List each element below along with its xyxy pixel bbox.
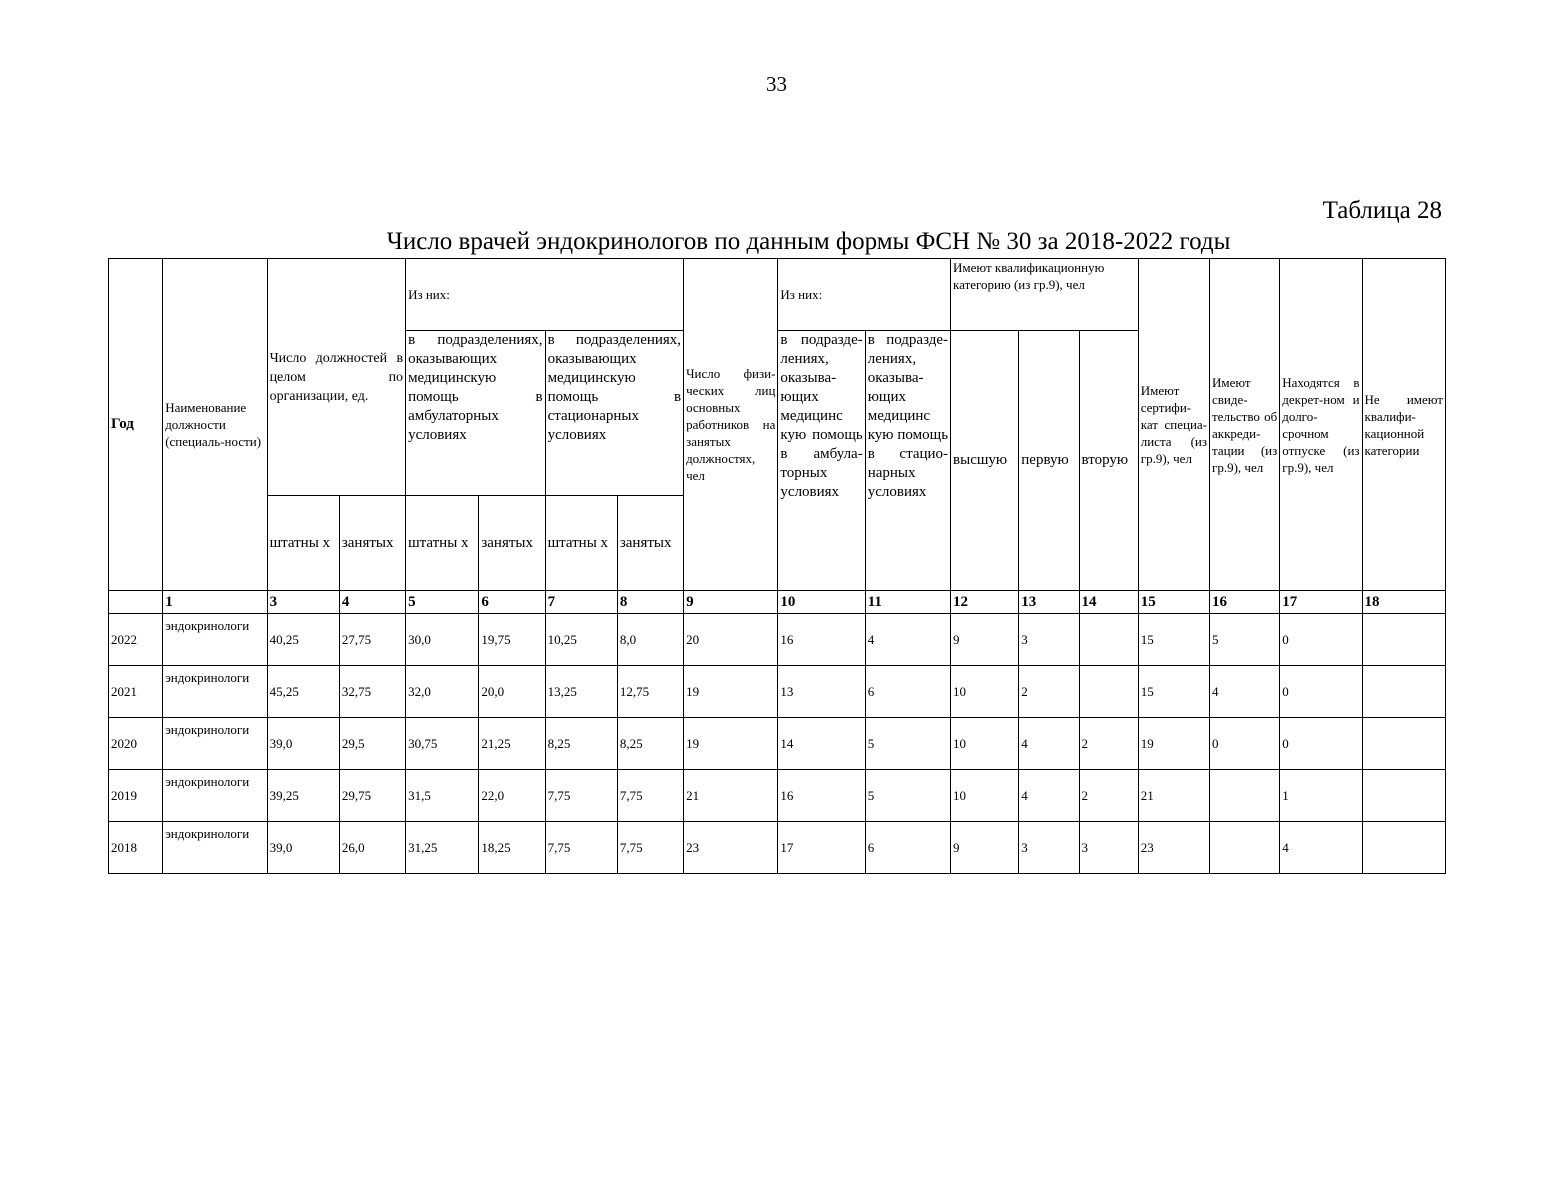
- cell-c8: 7,75: [617, 822, 683, 874]
- cell-c17: 0: [1280, 666, 1362, 718]
- table-title: Число врачей эндокринологов по данным формы ФСН № 30 за 2018-2022 годы: [386, 228, 1231, 255]
- column-number: 15: [1138, 591, 1209, 614]
- column-number: 5: [406, 591, 479, 614]
- cell-c17: 1: [1280, 770, 1362, 822]
- cell-c9: 19: [684, 666, 778, 718]
- cell-c11: 6: [865, 822, 950, 874]
- cell-position: эндокринологи: [163, 770, 267, 822]
- header-highest: высшую: [951, 331, 1019, 591]
- cell-c13: 4: [1019, 770, 1079, 822]
- cell-c8: 12,75: [617, 666, 683, 718]
- cell-c11: 5: [865, 718, 950, 770]
- cell-year: 2022: [109, 614, 163, 666]
- cell-c13: 3: [1019, 822, 1079, 874]
- cell-c6: 19,75: [479, 614, 545, 666]
- cell-year: 2018: [109, 822, 163, 874]
- column-number: 10: [778, 591, 865, 614]
- header-outpatient-units: в подразделениях, оказывающих медицинскую помощь в амбулаторных условиях: [406, 331, 546, 496]
- cell-c9: 23: [684, 822, 778, 874]
- cell-c8: 8,25: [617, 718, 683, 770]
- cell-c7: 10,25: [545, 614, 617, 666]
- cell-c3: 39,25: [267, 770, 339, 822]
- column-number: 17: [1280, 591, 1362, 614]
- cell-c3: 40,25: [267, 614, 339, 666]
- cell-c17: 4: [1280, 822, 1362, 874]
- cell-c6: 18,25: [479, 822, 545, 874]
- cell-c6: 20,0: [479, 666, 545, 718]
- column-number: 14: [1079, 591, 1138, 614]
- cell-c11: 4: [865, 614, 950, 666]
- cell-c5: 30,0: [406, 614, 479, 666]
- header-year: Год: [109, 259, 163, 591]
- cell-c10: 16: [778, 614, 865, 666]
- cell-c17: 0: [1280, 614, 1362, 666]
- cell-c11: 6: [865, 666, 950, 718]
- cell-c4: 29,75: [339, 770, 405, 822]
- header-outpatient-short: в подразде-лениях, оказыва-ющих медицинс кую помощь в амбула-торных условиях: [778, 331, 865, 591]
- cell-c16: [1210, 770, 1280, 822]
- cell-year: 2020: [109, 718, 163, 770]
- header-inpatient-units: в подразделениях, оказывающих медицинскую помощь в стационарных условиях: [545, 331, 684, 496]
- cell-c6: 22,0: [479, 770, 545, 822]
- cell-c10: 16: [778, 770, 865, 822]
- cell-c5: 30,75: [406, 718, 479, 770]
- header-staff: штатны х: [406, 496, 479, 591]
- cell-c8: 8,0: [617, 614, 683, 666]
- column-numbers-row: [109, 591, 1446, 614]
- cell-c8: 7,75: [617, 770, 683, 822]
- column-number: 16: [1210, 591, 1280, 614]
- cell-c7: 7,75: [545, 822, 617, 874]
- column-number: 9: [684, 591, 778, 614]
- cell-c15: 21: [1138, 770, 1209, 822]
- column-number: 18: [1362, 591, 1445, 614]
- cell-c15: 15: [1138, 666, 1209, 718]
- header-occupied: занятых: [479, 496, 545, 591]
- cell-c7: 7,75: [545, 770, 617, 822]
- cell-position: эндокринологи: [163, 822, 267, 874]
- header-posts-total: Число должностей в целом по организации, ед.: [267, 259, 406, 496]
- cell-c13: 3: [1019, 614, 1079, 666]
- cell-c3: 39,0: [267, 822, 339, 874]
- cell-c18: [1362, 614, 1445, 666]
- cell-c14: 2: [1079, 718, 1138, 770]
- cell-c18: [1362, 770, 1445, 822]
- table-row: [109, 770, 1446, 822]
- cell-c14: [1079, 614, 1138, 666]
- cell-c14: [1079, 666, 1138, 718]
- cell-c4: 32,75: [339, 666, 405, 718]
- cell-c9: 20: [684, 614, 778, 666]
- header-occupied: занятых: [617, 496, 683, 591]
- table-row: [109, 666, 1446, 718]
- column-number: 6: [479, 591, 545, 614]
- cell-c16: 4: [1210, 666, 1280, 718]
- cell-position: эндокринологи: [163, 614, 267, 666]
- cell-c3: 45,25: [267, 666, 339, 718]
- table-row: [109, 614, 1446, 666]
- cell-c12: 10: [951, 666, 1019, 718]
- header-accreditation: Имеют свиде-тельство об аккреди-тации (из гр.9), чел: [1210, 259, 1280, 591]
- cell-c16: 0: [1210, 718, 1280, 770]
- cell-position: эндокринологи: [163, 666, 267, 718]
- cell-c15: 23: [1138, 822, 1209, 874]
- cell-year: 2021: [109, 666, 163, 718]
- cell-c7: 13,25: [545, 666, 617, 718]
- cell-c12: 9: [951, 614, 1019, 666]
- cell-c12: 9: [951, 822, 1019, 874]
- header-leave: Находятся в декрет-ном и долго-срочном отпуске (из гр.9), чел: [1280, 259, 1362, 591]
- header-of-them-1: Из них:: [406, 259, 684, 331]
- header-no-category: Не имеют квалифи-кационной категории: [1362, 259, 1445, 591]
- cell-c9: 19: [684, 718, 778, 770]
- header-of-them-2: Из них:: [778, 259, 951, 331]
- cell-c3: 39,0: [267, 718, 339, 770]
- cell-c16: 5: [1210, 614, 1280, 666]
- cell-c9: 21: [684, 770, 778, 822]
- header-second: вторую: [1079, 331, 1138, 591]
- column-number: 13: [1019, 591, 1079, 614]
- page-number: 33: [766, 72, 787, 96]
- cell-c4: 26,0: [339, 822, 405, 874]
- column-number: 7: [545, 591, 617, 614]
- table-row: [109, 718, 1446, 770]
- column-number: 12: [951, 591, 1019, 614]
- cell-c13: 2: [1019, 666, 1079, 718]
- cell-position: эндокринологи: [163, 718, 267, 770]
- cell-year: 2019: [109, 770, 163, 822]
- column-number: [109, 591, 163, 614]
- cell-c18: [1362, 822, 1445, 874]
- column-number: 4: [339, 591, 405, 614]
- cell-c12: 10: [951, 718, 1019, 770]
- cell-c5: 31,25: [406, 822, 479, 874]
- cell-c14: 3: [1079, 822, 1138, 874]
- table-row: [109, 822, 1446, 874]
- header-position: Наименование должности (специаль-ности): [163, 259, 267, 591]
- endocrinologists-table: [108, 258, 1446, 874]
- cell-c12: 10: [951, 770, 1019, 822]
- table-label: Таблица 28: [1322, 197, 1442, 224]
- cell-c17: 0: [1280, 718, 1362, 770]
- header-qualification: Имеют квалификационную категорию (из гр.9), чел: [951, 259, 1139, 331]
- header-certificate: Имеют сертифи-кат специа-листа (из гр.9), чел: [1138, 259, 1209, 591]
- cell-c4: 29,5: [339, 718, 405, 770]
- cell-c15: 15: [1138, 614, 1209, 666]
- column-number: 1: [163, 591, 267, 614]
- header-first: первую: [1019, 331, 1079, 591]
- cell-c10: 17: [778, 822, 865, 874]
- header-physical-persons: Число физи-ческих лиц основных работников на занятых должностях, чел: [684, 259, 778, 591]
- cell-c13: 4: [1019, 718, 1079, 770]
- header-occupied: занятых: [339, 496, 405, 591]
- column-number: 8: [617, 591, 683, 614]
- cell-c15: 19: [1138, 718, 1209, 770]
- cell-c4: 27,75: [339, 614, 405, 666]
- cell-c5: 31,5: [406, 770, 479, 822]
- cell-c18: [1362, 666, 1445, 718]
- header-inpatient-short: в подразде-лениях, оказыва-ющих медицинс кую помощь в стацио-нарных условиях: [865, 331, 950, 591]
- cell-c5: 32,0: [406, 666, 479, 718]
- cell-c16: [1210, 822, 1280, 874]
- cell-c10: 13: [778, 666, 865, 718]
- column-number: 11: [865, 591, 950, 614]
- header-staff: штатны х: [545, 496, 617, 591]
- cell-c7: 8,25: [545, 718, 617, 770]
- column-number: 3: [267, 591, 339, 614]
- cell-c10: 14: [778, 718, 865, 770]
- cell-c18: [1362, 718, 1445, 770]
- cell-c11: 5: [865, 770, 950, 822]
- cell-c14: 2: [1079, 770, 1138, 822]
- cell-c6: 21,25: [479, 718, 545, 770]
- header-staff: штатны х: [267, 496, 339, 591]
